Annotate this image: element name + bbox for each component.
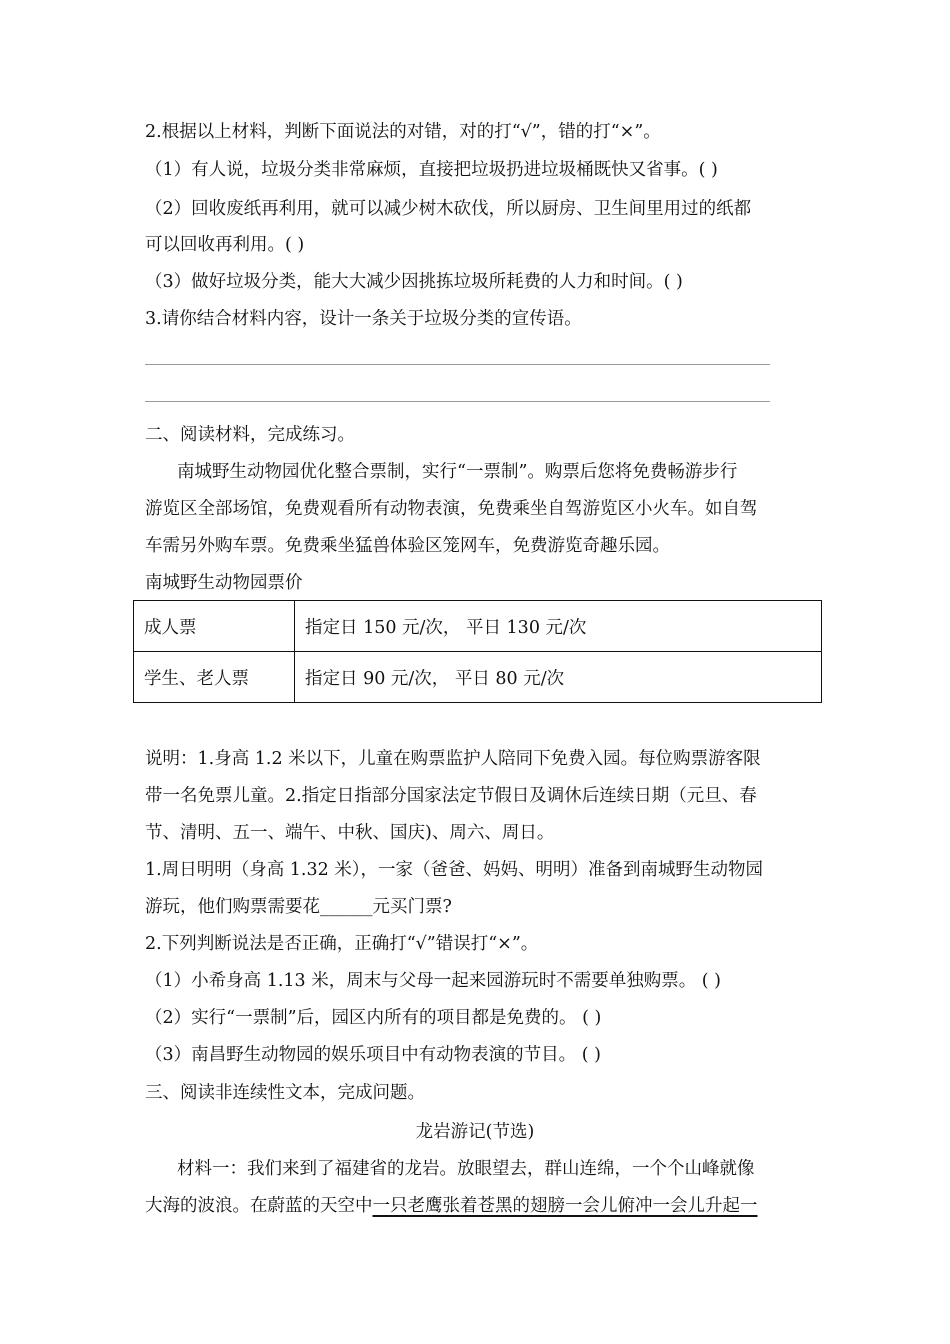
material-one-plain-text: 大海的波浪。在蔚蓝的天空中 xyxy=(145,1196,373,1216)
answer-line-1[interactable] xyxy=(145,364,770,365)
section-2-heading: 二、阅读材料，完成练习。 xyxy=(145,425,355,445)
article-title: 龙岩游记(节选) xyxy=(415,1122,535,1142)
ticket-price-cell: 指定日 90 元/次， 平日 80 元/次 xyxy=(295,652,822,703)
section-2-question-1-line-1: 1.周日明明（身高 1.32 米），一家（爸爸、妈妈、明明）准备到南城野生动物园 xyxy=(145,860,764,880)
material-paragraph-line-2: 游览区全部场馆，免费观看所有动物表演，免费乘坐自驾游览区小火车。如自驾 xyxy=(145,499,758,519)
question-3: 3.请你结合材料内容，设计一条关于垃圾分类的宣传语。 xyxy=(145,309,582,329)
question-2-item-2-line-1: （2）回收废纸再利用，就可以减少树木砍伐，所以厨房、卫生间里用过的纸都 xyxy=(145,199,752,219)
material-paragraph-line-3: 车需另外购车票。免费乘坐猛兽体验区笼网车，免费游览奇趣乐园。 xyxy=(145,536,670,556)
material-one-line-1: 材料一：我们来到了福建省的龙岩。放眼望去，群山连绵，一个个山峰就像 xyxy=(177,1159,755,1179)
section-2-question-1-line-2: 游玩，他们购票需要花______元买门票? xyxy=(145,897,452,917)
section-2-question-2-item-3: （3）南昌野生动物园的娱乐项目中有动物表演的节目。 ( ) xyxy=(145,1045,601,1065)
note-line-1: 说明：1.身高 1.2 米以下，儿童在购票监护人陪同下免费入园。每位购票游客限 xyxy=(145,749,761,769)
underlined-sentence: 一只老鹰张着苍黑的翅膀一会儿俯冲一会儿升起一 xyxy=(372,1196,758,1216)
section-3-heading: 三、阅读非连续性文本，完成问题。 xyxy=(145,1083,425,1103)
note-line-3: 节、清明、五一、端午、中秋、国庆)、周六、周日。 xyxy=(145,823,555,843)
question-2-stem: 2.根据以上材料，判断下面说法的对错，对的打“√”，错的打“×”。 xyxy=(145,122,661,142)
material-one-line-2 xyxy=(145,1194,758,1218)
ticket-price-cell: 指定日 150 元/次， 平日 130 元/次 xyxy=(295,601,822,652)
section-2-question-2-stem: 2.下列判断说法是否正确，正确打“√”错误打“×”。 xyxy=(145,934,539,954)
section-2-question-2-item-1: （1）小希身高 1.13 米，周末与父母一起来园游玩时不需要单独购票。 ( ) xyxy=(145,971,722,991)
section-2-question-2-item-2: （2）实行“一票制”后，园区内所有的项目都是免费的。 ( ) xyxy=(145,1008,602,1028)
ticket-table-caption: 南城野生动物园票价 xyxy=(145,573,303,593)
table-row xyxy=(134,601,822,652)
ticket-type-cell: 学生、老人票 xyxy=(134,652,295,703)
answer-line-2[interactable] xyxy=(145,401,770,402)
ticket-price-table xyxy=(133,600,822,703)
material-paragraph-line-1: 南城野生动物园优化整合票制，实行“一票制”。购票后您将免费畅游步行 xyxy=(177,462,738,482)
question-2-item-1: （1）有人说，垃圾分类非常麻烦，直接把垃圾扔进垃圾桶既快又省事。( ) xyxy=(145,160,718,180)
ticket-type-cell: 成人票 xyxy=(134,601,295,652)
note-line-2: 带一名免票儿童。2.指定日指部分国家法定节假日及调休后连续日期（元旦、春 xyxy=(145,786,757,806)
question-2-item-2-line-2: 可以回收再利用。( ) xyxy=(145,235,305,255)
question-2-item-3: （3）做好垃圾分类，能大大减少因挑拣垃圾所耗费的人力和时间。( ) xyxy=(145,272,683,292)
table-row xyxy=(134,652,822,703)
